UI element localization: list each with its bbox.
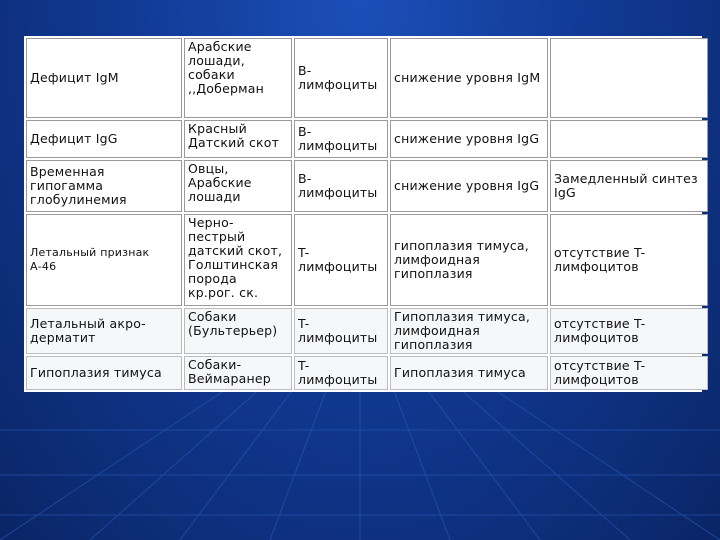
table-cell: Собаки (Бультерьер) bbox=[184, 308, 292, 354]
table-cell: Летальный акро-дерматит bbox=[26, 308, 182, 354]
table-cell: T-лимфоциты bbox=[294, 308, 388, 354]
table-cell: B-лимфоциты bbox=[294, 160, 388, 212]
table-cell: Дефицит IgM bbox=[26, 38, 182, 118]
table-cell: Временная гипогамма глобулинемия bbox=[26, 160, 182, 212]
table-row bbox=[26, 214, 708, 306]
table-cell: B-лимфоциты bbox=[294, 38, 388, 118]
table-cell: Гипоплазия тимуса bbox=[26, 356, 182, 390]
table-cell: Красный Датский скот bbox=[184, 120, 292, 158]
table-cell bbox=[550, 120, 708, 158]
table-row bbox=[26, 308, 708, 354]
table-cell: гипоплазия тимуса, лимфоидная гипоплазия bbox=[390, 214, 548, 306]
table-cell: T-лимфоциты bbox=[294, 356, 388, 390]
table-cell: Черно-пестрый датский скот, Голштинская порода кр.рог. ск. bbox=[184, 214, 292, 306]
table-cell: Дефицит IgG bbox=[26, 120, 182, 158]
table-cell: Гипоплазия тимуса, лимфоидная гипоплазия bbox=[390, 308, 548, 354]
table-cell: снижение уровня IgM bbox=[390, 38, 548, 118]
table-row bbox=[26, 356, 708, 390]
table-cell: снижение уровня IgG bbox=[390, 120, 548, 158]
table-row bbox=[26, 160, 708, 212]
table-cell bbox=[550, 38, 708, 118]
table-cell: Летальный признак А-46 bbox=[26, 214, 182, 306]
table-row bbox=[26, 38, 708, 118]
table-cell: Овцы, Арабские лошади bbox=[184, 160, 292, 212]
table-cell: отсутствие T-лимфоцитов bbox=[550, 356, 708, 390]
table-cell: отсутствие T-лимфоцитов bbox=[550, 308, 708, 354]
table-cell: снижение уровня IgG bbox=[390, 160, 548, 212]
table-cell: отсутствие T-лимфоцитов bbox=[550, 214, 708, 306]
table-cell: Арабские лошади, собаки ,,Доберман bbox=[184, 38, 292, 118]
table-cell: Гипоплазия тимуса bbox=[390, 356, 548, 390]
table-cell: Замедленный синтез IgG bbox=[550, 160, 708, 212]
table-cell: T-лимфоциты bbox=[294, 214, 388, 306]
table-cell: Собаки-Веймаранер bbox=[184, 356, 292, 390]
immunodeficiency-table bbox=[24, 36, 702, 392]
table-cell: B-лимфоциты bbox=[294, 120, 388, 158]
table-row bbox=[26, 120, 708, 158]
